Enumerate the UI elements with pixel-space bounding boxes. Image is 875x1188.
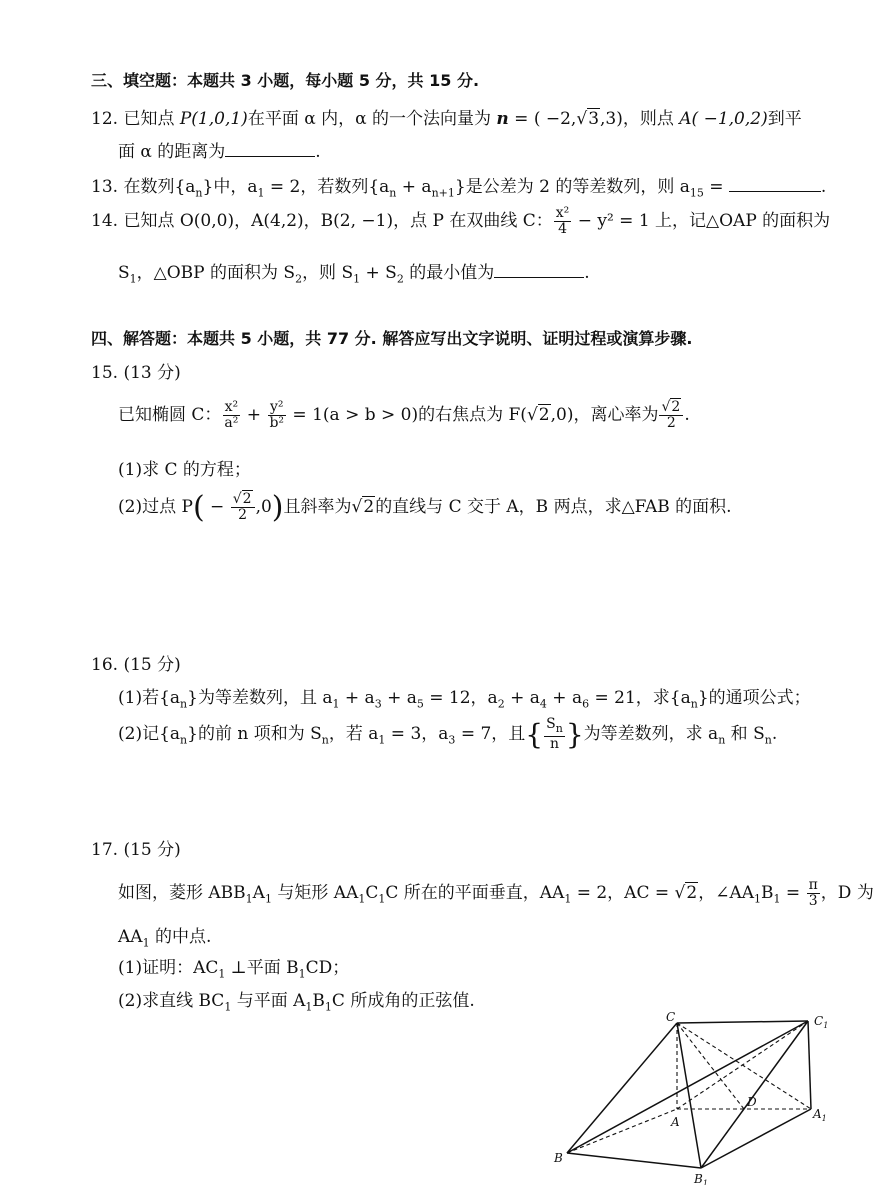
label-a1: $A_1$	[813, 1107, 827, 1123]
answer-blank[interactable]	[729, 177, 821, 192]
question-17-part-1: (1)证明：$AC_1$ ⊥平面 $B_1CD$；	[118, 958, 350, 981]
question-15-stem: 已知椭圆 C： $\frac{\text{x²}}{\text{a²}}$ + $\frac{\text{y²}}{\text{b²}}$ = 1(a > b > 0)的右焦点为 F(√2,0)，离心率为 $\frac{√2}{2}$ .	[118, 399, 690, 431]
question-number: 13.	[91, 177, 119, 197]
question-17-header: 17. (15 分)	[91, 840, 181, 860]
section-3-heading: 三、填空题：本题共 3 小题，每小题 5 分，共 15 分.	[91, 71, 480, 90]
dashed-c-d	[677, 1023, 744, 1109]
question-16-part-2: (2)记$\{a_n\}$的前 n 项和为 $S_n$，若 $a_1 = 3$，$a_3 = 7$，且{ $\frac{S_n}{n}$ }为等差数列，求 $a_n$ 和 $S_n$.	[118, 716, 778, 752]
question-15-part-1: (1)求 C 的方程；	[118, 460, 251, 480]
question-12-line-1: 12. 已知点 P(1,0,1)在平面 α 内，α 的一个法向量为 n = ( −2,√3,3)，则点 A( −1,0,2)到平	[91, 109, 802, 129]
edge-b-b1	[567, 1153, 701, 1168]
fraction: $\frac{√2}{2}$	[231, 492, 255, 523]
fraction: $\frac{\pi}{3}$	[808, 877, 818, 909]
question-17-stem-line-1: 如图，菱形 $ABB_1A_1$ 与矩形 $AA_1C_1C$ 所在的平面垂直，$AA_1 = 2$，AC = √2，$\angle AA_1B_1$ = $\frac{\pi}{3}$ ，D 为	[118, 877, 874, 909]
label-c1: $C_1$	[814, 1014, 829, 1030]
question-12-line-2: 面 α 的距离为 .	[118, 142, 321, 162]
fraction: $\frac{\text{y²}}{\text{b²}}$	[269, 399, 285, 431]
edge-c1-a1	[808, 1021, 811, 1109]
label-b1: $B_1$	[694, 1172, 708, 1185]
dashed-b-a	[567, 1109, 677, 1153]
answer-blank[interactable]	[494, 263, 584, 278]
label-c: C	[666, 1010, 676, 1024]
question-16-part-1: (1)若$\{a_n\}$为等差数列，且 $a_1 + a_3 + a_5 = 12$，$a_2 + a_4 + a_6 = 21$，求$\{a_n\}$的通项公式；	[118, 688, 811, 711]
label-d: D	[747, 1095, 757, 1109]
question-16-header: 16. (15 分)	[91, 655, 181, 675]
edge-c-c1	[677, 1021, 808, 1023]
fraction: $\frac{√2}{2}$	[659, 400, 683, 431]
edge-c1-b	[567, 1021, 808, 1153]
section-4-heading: 四、解答题：本题共 5 小题，共 77 分. 解答应写出文字说明、证明过程或演算步骤.	[91, 329, 693, 348]
edge-a1-b1	[701, 1109, 811, 1168]
question-15-part-2: (2)过点 P( − $\frac{√2}{2}$ ,0)且斜率为√2的直线与 C 交于 A，B 两点，求△FAB 的面积.	[118, 490, 732, 525]
question-17-stem-line-2: $AA_1$ 的中点.	[118, 927, 212, 950]
answer-blank[interactable]	[225, 142, 315, 157]
fraction: $\frac{\text{x²}}{4}$	[555, 205, 570, 237]
question-14-line-2: $S_1$，△OBP 的面积为 $S_2$，则 $S_1 + S_2$ 的最小值为 .	[118, 263, 590, 286]
question-15-header: 15. (13 分)	[91, 363, 181, 383]
fraction: $\frac{S_n}{n}$	[546, 716, 563, 752]
question-13: 13. 在数列$\{a_n\}$中，$a_1 = 2$，若数列$\{a_n + a_{n+1}\}$是公差为 2 的等差数列，则 $a_{15}$ = .	[91, 177, 827, 200]
fraction: $\frac{\text{x²}}{\text{a²}}$	[224, 399, 239, 431]
question-17-part-2: (2)求直线 $BC_1$ 与平面 $A_1B_1C$ 所成角的正弦值.	[118, 991, 475, 1014]
question-number: 14.	[91, 211, 119, 231]
edge-c-b	[567, 1023, 677, 1153]
question-14-line-1: 14. 已知点 O(0,0)，A(4,2)，B(2, −1)，点 P 在双曲线 C： $\frac{\text{x²}}{4}$ − y² = 1 上，记△OAP 的面积为	[91, 205, 831, 237]
question-number: 12.	[91, 109, 119, 129]
label-b: B	[554, 1151, 563, 1165]
geometry-figure	[550, 1005, 850, 1185]
label-a: A	[671, 1115, 680, 1129]
